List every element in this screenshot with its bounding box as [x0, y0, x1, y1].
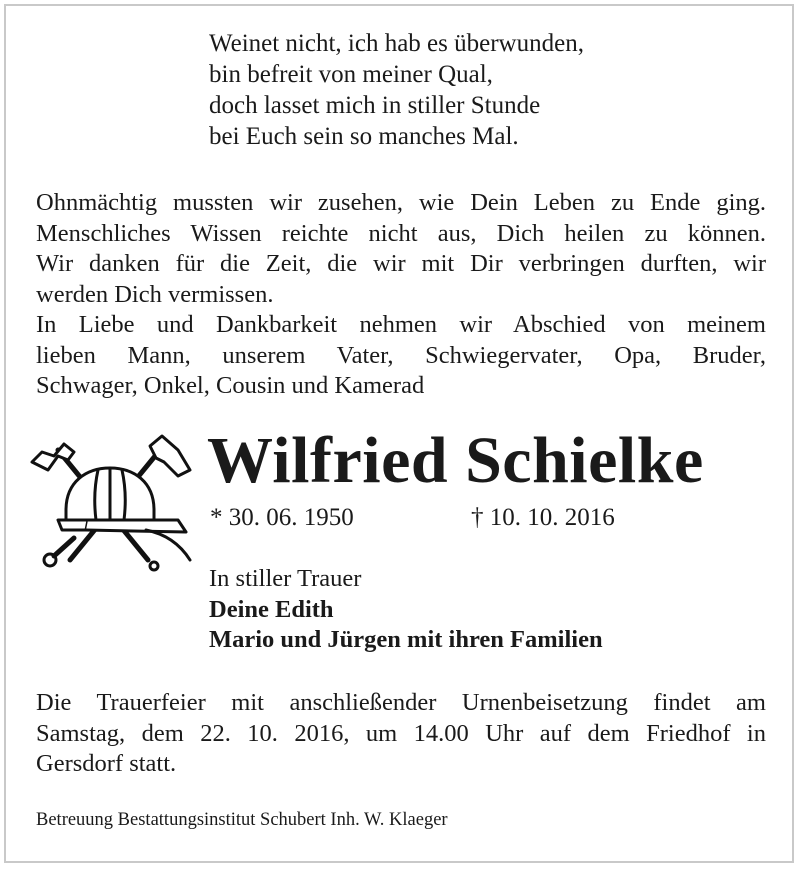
condolence-paragraph	[36, 188, 766, 310]
paragraph-line: lieben Mann, unserem Vater, Schwiegervater, Opa, Bruder,	[36, 341, 766, 369]
poem-line: doch lasset mich in stiller Stunde	[209, 92, 541, 119]
paragraph-line: Die Trauerfeier mit anschließender Urnenbeisetzung findet am	[36, 689, 766, 716]
funeral-home-credit: Betreuung Bestattungsinstitut Schubert Inh. W. Klaeger	[36, 810, 448, 830]
paragraph-line: Gersdorf statt.	[36, 750, 177, 777]
birth-date: * 30. 06. 1950	[210, 504, 354, 531]
firefighter-helmet-crossed-axes-icon	[28, 432, 194, 574]
paragraph-line: werden Dich vermissen.	[36, 280, 274, 308]
funeral-service-paragraph	[36, 688, 766, 780]
poem-line: bei Euch sein so manches Mal.	[209, 123, 519, 150]
mourner-line: Deine Edith	[209, 595, 334, 623]
paragraph-line: Menschliches Wissen reichte nicht aus, Dich heilen zu können.	[36, 219, 766, 247]
mourner-line: Mario und Jürgen mit ihren Familien	[209, 626, 603, 653]
mourners-block	[209, 564, 603, 656]
paragraph-line: In Liebe und Dankbarkeit nehmen wir Abschied von meinem	[36, 311, 766, 338]
farewell-paragraph	[36, 310, 766, 402]
paragraph-line: Ohnmächtig mussten wir zusehen, wie Dein Leben zu Ende ging.	[36, 189, 766, 216]
paragraph-line: Samstag, dem 22. 10. 2016, um 14.00 Uhr auf dem Friedhof in	[36, 719, 766, 747]
deceased-name: Wilfried Schielke	[207, 424, 704, 497]
poem	[209, 28, 584, 152]
paragraph-line: Wir danken für die Zeit, die wir mit Dir verbringen durften, wir	[36, 250, 766, 277]
paragraph-line: Schwager, Onkel, Cousin und Kamerad	[36, 372, 425, 399]
death-date: † 10. 10. 2016	[471, 504, 615, 531]
mourners-intro: In stiller Trauer	[209, 565, 362, 592]
poem-line: Weinet nicht, ich hab es überwunden,	[209, 30, 584, 57]
poem-line: bin befreit von meiner Qual,	[209, 61, 493, 88]
